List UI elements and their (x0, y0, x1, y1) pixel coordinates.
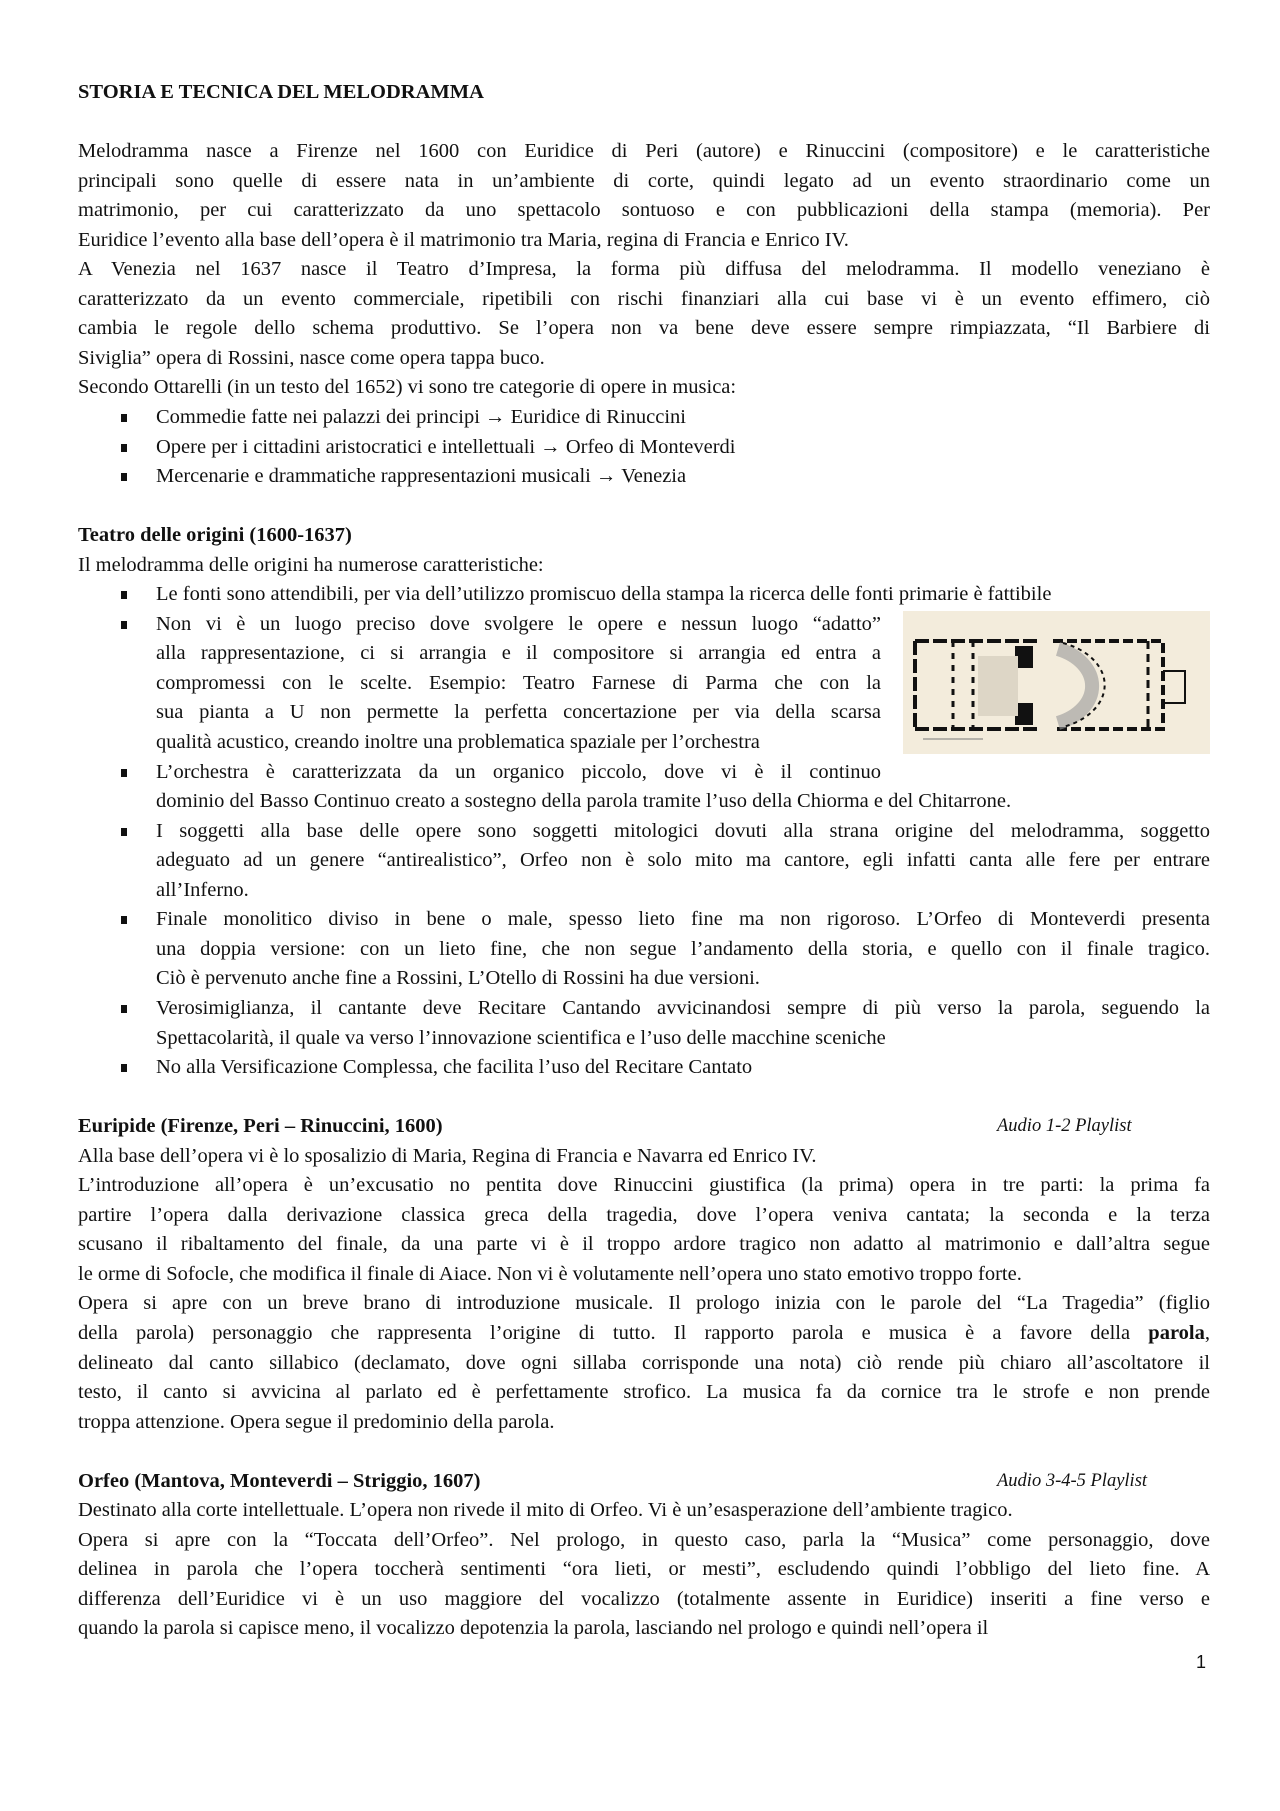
paragraph-line (78, 226, 1210, 256)
line-text: A Venezia nel 1637 nasce il Teatro d’Impresa, la forma più diffusa del melodramma. Il modello veneziano è (78, 258, 1210, 281)
paragraph-line (78, 137, 1210, 167)
bullet-text-line (78, 876, 1210, 906)
bullet-text-line (78, 433, 1210, 463)
bullet-square-icon (121, 1005, 127, 1013)
line-text: Alla base dell’opera vi è lo sposalizio di Maria, Regina di Francia e Navarra ed Enrico IV. (78, 1144, 817, 1167)
bullet-text-line (78, 610, 881, 640)
bullet-text-line (78, 1053, 1210, 1083)
page-number: 1 (1196, 1652, 1207, 1672)
paragraph-line (78, 1585, 1210, 1615)
document-title: STORIA E TECNICA DEL MELODRAMMA (78, 81, 484, 103)
line-text: adeguato ad un genere “antirealistico”, Orfeo non è solo mito ma cantore, egli infatti canta alle fere per entrare (156, 849, 1210, 872)
paragraph-line (78, 314, 1210, 344)
paragraph-line (78, 1408, 1210, 1438)
line-text: alla rappresentazione, ci si arrangia e il compositore si arrangia ed entra a (156, 642, 881, 665)
line-text: testo, il canto si avvicina al parlato ed è perfettamente strofico. La musica fa da cornice tra le strofe e non prende (78, 1381, 1210, 1404)
paragraph-line (78, 344, 1210, 374)
line-text: matrimonio, per cui caratterizzato da uno spettacolo sontuoso e con pubblicazioni della stampa (memoria). Per (78, 199, 1210, 222)
line-text: Ciò è pervenuto anche fine a Rossini, L’Otello di Rossini ha due versioni. (156, 967, 760, 990)
paragraph-line (78, 167, 1210, 197)
line-text: Mercenarie e drammatiche rappresentazioni musicali → Venezia (156, 465, 687, 488)
line-text: all’Inferno. (156, 878, 249, 901)
bullet-square-icon (121, 591, 127, 599)
bullet-text-line (78, 669, 881, 699)
bullet-text-line (78, 403, 1210, 433)
line-text: Secondo Ottarelli (in un testo del 1652) vi sono tre categorie di opere in musica: (78, 376, 737, 399)
bullet-text-line (78, 698, 881, 728)
line-text: troppa attenzione. Opera segue il predominio della parola. (78, 1410, 555, 1433)
line-text: Euridice l’evento alla base dell’opera è il matrimonio tra Maria, regina di Francia e Enrico IV. (78, 228, 849, 251)
line-text: Non vi è un luogo preciso dove svolgere le opere e nessun luogo “adatto” (156, 612, 881, 635)
bullet-text-line (78, 462, 1210, 492)
paragraph-line (78, 196, 1210, 226)
heading-text: Euripide (Firenze, Peri – Rinuccini, 1600) (78, 1115, 443, 1138)
line-text: Il melodramma delle origini ha numerose caratteristiche: (78, 553, 544, 576)
line-text: caratterizzato da un evento commerciale, ripetibili con rischi finanziari alla cui base vi è un evento effimero, ciò (78, 287, 1210, 310)
line-text: Melodramma nasce a Firenze nel 1600 con Euridice di Peri (autore) e Rinuccini (compositore) e le caratteristiche (78, 140, 1210, 163)
line-text: I soggetti alla base delle opere sono soggetti mitologici dovuti alla strana origine del melodramma, soggetto (156, 819, 1210, 842)
line-text: Opera si apre con la “Toccata dell’Orfeo”. Nel prologo, in questo caso, parla la “Musica” come personaggio, dove (78, 1528, 1210, 1551)
line-text: L’orchestra è caratterizzata da un organico piccolo, dove vi è il continuo (156, 760, 881, 783)
bullet-text-line (78, 639, 881, 669)
bullet-text-line (78, 964, 1210, 994)
bold-text: parola (1148, 1321, 1205, 1344)
heading-text: Teatro delle origini (1600-1637) (78, 524, 352, 547)
line-text: Commedie fatte nei palazzi dei principi → Euridice di Rinuccini (156, 406, 686, 429)
bullet-text-line (78, 994, 1210, 1024)
paragraph-line (78, 1319, 1210, 1349)
bullet-square-icon (121, 916, 127, 924)
line-text: L’introduzione all’opera è un’excusatio no pentita dove Rinuccini giustifica (la prima) opera in tre parti: la prima fa (78, 1174, 1210, 1197)
section-heading (78, 1467, 1210, 1497)
bullet-square-icon (121, 444, 127, 452)
line-text: delineato dal canto sillabico (declamato, dove ogni sillaba corrisponde una nota) ciò rende più chiaro all’ascoltatore il (78, 1351, 1210, 1374)
line-text: delinea in parola che l’opera toccherà sentimenti “ora lieti, or mesti”, escludendo quindi l’obbligo del lieto fine. A (78, 1558, 1210, 1581)
bullet-text-line (78, 905, 1210, 935)
line-text: Opere per i cittadini aristocratici e intellettuali → Orfeo di Monteverdi (156, 435, 736, 458)
audio-playlist-label: Audio 1-2 Playlist (997, 1116, 1132, 1137)
text-segment: , (1204, 1321, 1210, 1344)
line-text: compromessi con le scelte. Esempio: Teatro Farnese di Parma che con la (156, 671, 881, 694)
line-text: le orme di Sofocle, che modifica il finale di Aiace. Non vi è volutamente nell’opera uno stato emotivo troppo forte. (78, 1262, 1022, 1285)
line-text: principali sono quelle di essere nata in un’ambiente di corte, quindi legato ad un evento straordinario come un (78, 169, 1210, 192)
line-text: partire l’opera dalla derivazione classica greca della tragedia, dove l’opera veniva cantata; la seconda e la terza (78, 1203, 1210, 1226)
teatro-farnese-floor-plan-image (903, 611, 1210, 754)
line-text: Siviglia” opera di Rossini, nasce come opera tappa buco. (78, 346, 545, 369)
bullet-text-line (78, 728, 881, 758)
bullet-square-icon (121, 769, 127, 777)
section-heading (78, 1112, 1210, 1142)
paragraph-line (78, 1496, 1210, 1526)
bullet-square-icon (121, 414, 127, 422)
line-text: Destinato alla corte intellettuale. L’opera non rivede il mito di Orfeo. Vi è un’esasperazione dell’ambiente tragico. (78, 1499, 1013, 1522)
section-heading (78, 521, 1210, 551)
paragraph-line (78, 1142, 1210, 1172)
line-text: quando la parola si capisce meno, il vocalizzo depotenzia la parola, lasciando nel prologo e quindi nell’opera il (78, 1617, 989, 1640)
bullet-square-icon (121, 1064, 127, 1072)
paragraph-line (78, 1230, 1210, 1260)
line-text: dominio del Basso Continuo creato a sostegno della parola tramite l’uso della Chiorma e del Chitarrone. (156, 790, 1012, 813)
bullet-square-icon (121, 828, 127, 836)
line-text: Le fonti sono attendibili, per via dell’utilizzo promiscuo della stampa la ricerca delle fonti primarie è fattibile (156, 583, 1052, 606)
line-text: qualità acustico, creando inoltre una problematica spaziale per l’orchestra (156, 731, 760, 754)
line-text: Opera si apre con un breve brano di introduzione musicale. Il prologo inizia con le parole del “La Tragedia” (figlio (78, 1292, 1210, 1315)
line-text: differenza dell’Euridice vi è un uso maggiore del vocalizzo (totalmente assente in Euridice) inseriti a fine verso e (78, 1587, 1210, 1610)
paragraph-line (78, 1260, 1210, 1290)
bullet-text-line (78, 758, 881, 788)
line-text: Verosimiglianza, il cantante deve Recitare Cantando avvicinandosi sempre di più verso la parola, seguendo la (156, 996, 1210, 1019)
bullet-text-line (78, 846, 1210, 876)
paragraph-line (78, 1614, 1210, 1644)
audio-playlist-label: Audio 3-4-5 Playlist (997, 1470, 1148, 1491)
bullet-text-line (78, 817, 1210, 847)
paragraph-line (78, 1555, 1210, 1585)
paragraph-line (78, 1349, 1210, 1379)
bullet-square-icon (121, 473, 127, 481)
paragraph-line (78, 1201, 1210, 1231)
paragraph-line (78, 551, 1210, 581)
paragraph-line (78, 1526, 1210, 1556)
paragraph-line (78, 373, 1210, 403)
line-text: No alla Versificazione Complessa, che facilita l’uso del Recitare Cantato (156, 1056, 753, 1079)
paragraph-line (78, 255, 1210, 285)
heading-text: Orfeo (Mantova, Monteverdi – Striggio, 1607) (78, 1469, 481, 1492)
bullet-square-icon (121, 621, 127, 629)
text-segment: della parola) personaggio che rappresenta l’origine di tutto. Il rapporto parola e musica è a favore della (78, 1321, 1149, 1344)
bullet-text-line (78, 580, 1210, 610)
document-body (78, 78, 1210, 1644)
bullet-text-line (78, 787, 1210, 817)
line-text: cambia le regole dello schema produttivo. Se l’opera non va bene deve essere sempre rimpiazzata, “Il Barbiere di (78, 317, 1210, 340)
paragraph-line (78, 1378, 1210, 1408)
paragraph-line (78, 1289, 1210, 1319)
line-text: scusano il ribaltamento del finale, da una parte vi è il troppo ardore tragico non adatto al matrimonio e dall’altra segue (78, 1233, 1210, 1256)
paragraph-line (78, 1171, 1210, 1201)
line-text: Spettacolarità, il quale va verso l’innovazione scientifica e l’uso delle macchine sceniche (156, 1026, 886, 1049)
line-text: una doppia versione: con un lieto fine, che non segue l’andamento della storia, e quello con il finale tragico. (156, 937, 1210, 960)
bullet-text-line (78, 935, 1210, 965)
paragraph-line (78, 285, 1210, 315)
line-text: Finale monolitico diviso in bene o male, spesso lieto fine ma non rigoroso. L’Orfeo di Monteverdi presenta (156, 908, 1210, 931)
bullet-text-line (78, 1024, 1210, 1054)
line-text: sua pianta a U non permette la perfetta concertazione per via della scarsa (156, 701, 881, 724)
